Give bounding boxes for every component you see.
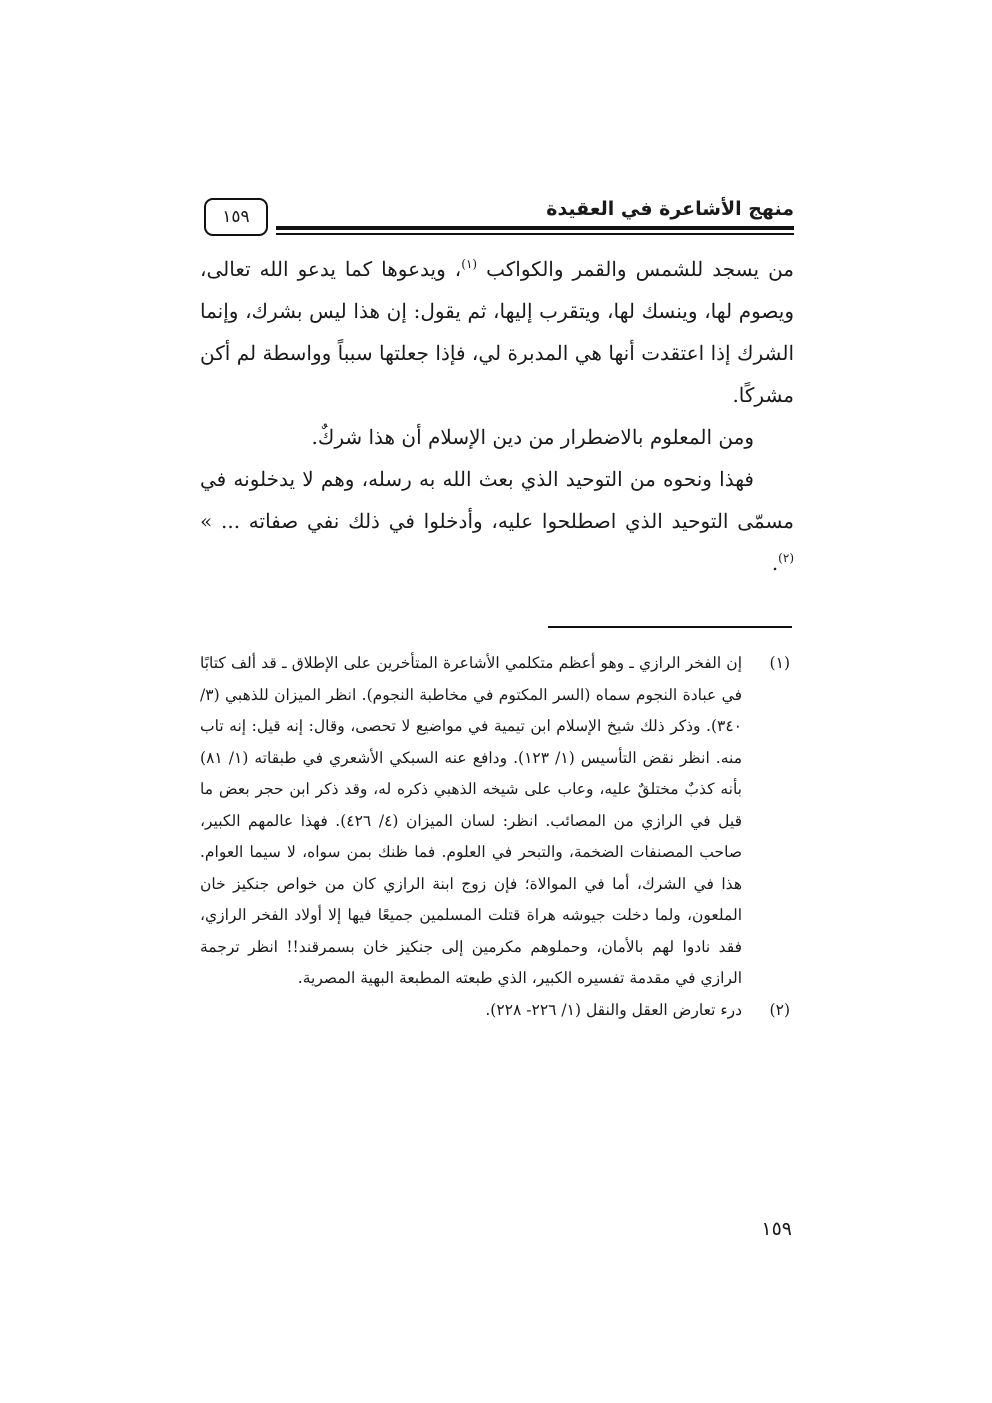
- paragraph-1-rest: ، ويدعوها كما يدعو الله تعالى، ويصوم لها، وينسك لها، ويتقرب إليها، ثم يقول: إن هذا ليس بشرك، وإنما الشرك إذا اعتقدت أنها هي المدبرة لي، فإذا جعلتها سبباً وواسطة لم أكن مشركًا.: [200, 257, 794, 407]
- footnote-item: [200, 995, 794, 1027]
- paragraph-3: [200, 458, 794, 584]
- footnote-separator: [548, 626, 792, 628]
- main-text: [200, 248, 794, 584]
- footnote-ref-2[interactable]: (٢): [778, 551, 794, 565]
- footnote-ref-1[interactable]: (١): [461, 257, 478, 271]
- header-page-number-box: [204, 198, 268, 236]
- header-page-number: ١٥٩: [222, 207, 250, 227]
- footnote-number: (١): [769, 654, 790, 672]
- paragraph-1-text: من يسجد للشمس والقمر والكواكب: [486, 257, 795, 281]
- footer-page-number: ١٥٩: [761, 1218, 792, 1240]
- footnotes: [200, 648, 794, 1026]
- header-rule-thin: [276, 233, 794, 235]
- paragraph-3-end: .: [771, 551, 779, 575]
- footnote-number: (٢): [769, 1000, 790, 1019]
- footnote-text: درء تعارض العقل والنقل (١/ ٢٢٦- ٢٢٨).: [485, 1000, 742, 1019]
- paragraph-3-text: فهذا ونحوه من التوحيد الذي بعث الله به رسله، وهم لا يدخلونه في مسمّى التوحيد الذي اصطلحوا عليه، وأدخلوا في ذلك نفي صفاته ... »: [200, 467, 794, 533]
- footnote-text: إن الفخر الرازي ـ وهو أعظم متكلمي الأشاعرة المتأخرين على الإطلاق ـ قد ألف كتابًا في عبادة النجوم سماه (السر المكتوم في مخاطبة النجوم). انظر الميزان للذهبي (٣/ ٣٤٠). وذكر ذلك شيخ الإسلام ابن تيمية في مواضيع لا تحصى، وقال: إنه قيل: إنه تاب منه. انظر نقض التأسيس (١/ ١٢٣). ودافع عنه السبكي الأشعري في طبقاته (١/ ٨١) بأنه كذبٌ مختلقٌ عليه، وعاب على شيخه الذهبي ذكره له، وقد ذكر ابن حجر بعض ما قيل في الرازي من المصائب. انظر: لسان الميزان (٤/ ٤٢٦). فهذا عالمهم الكبير، صاحب المصنفات الضخمة، والتبحر في العلوم. فما ظنك بمن سواه، لا سيما العوام. هذا في الشرك، أما في الموالاة؛ فإن زوج ابنة الرازي كان من خواص جنكيز خان الملعون، ولما دخلت جيوشه هراة قتلت المسلمين جميعًا فيها إلا أولاد الفخر الرازي، فقد نادوا لهم بالأمان، وحملوهم مكرمين إلى جنكيز خان بسمرقند!! انظر ترجمة الرازي في مقدمة تفسيره الكبير، الذي طبعته المطبعة البهية المصرية.: [200, 654, 743, 987]
- running-header: [200, 190, 794, 244]
- header-rule-thick: [276, 226, 794, 230]
- paragraph-1: [200, 248, 794, 416]
- footnote-item: [200, 648, 794, 995]
- header-title: منهج الأشاعرة في العقيدة: [546, 198, 794, 220]
- paragraph-2: ومن المعلوم بالاضطرار من دين الإسلام أن هذا شركٌ.: [311, 425, 754, 449]
